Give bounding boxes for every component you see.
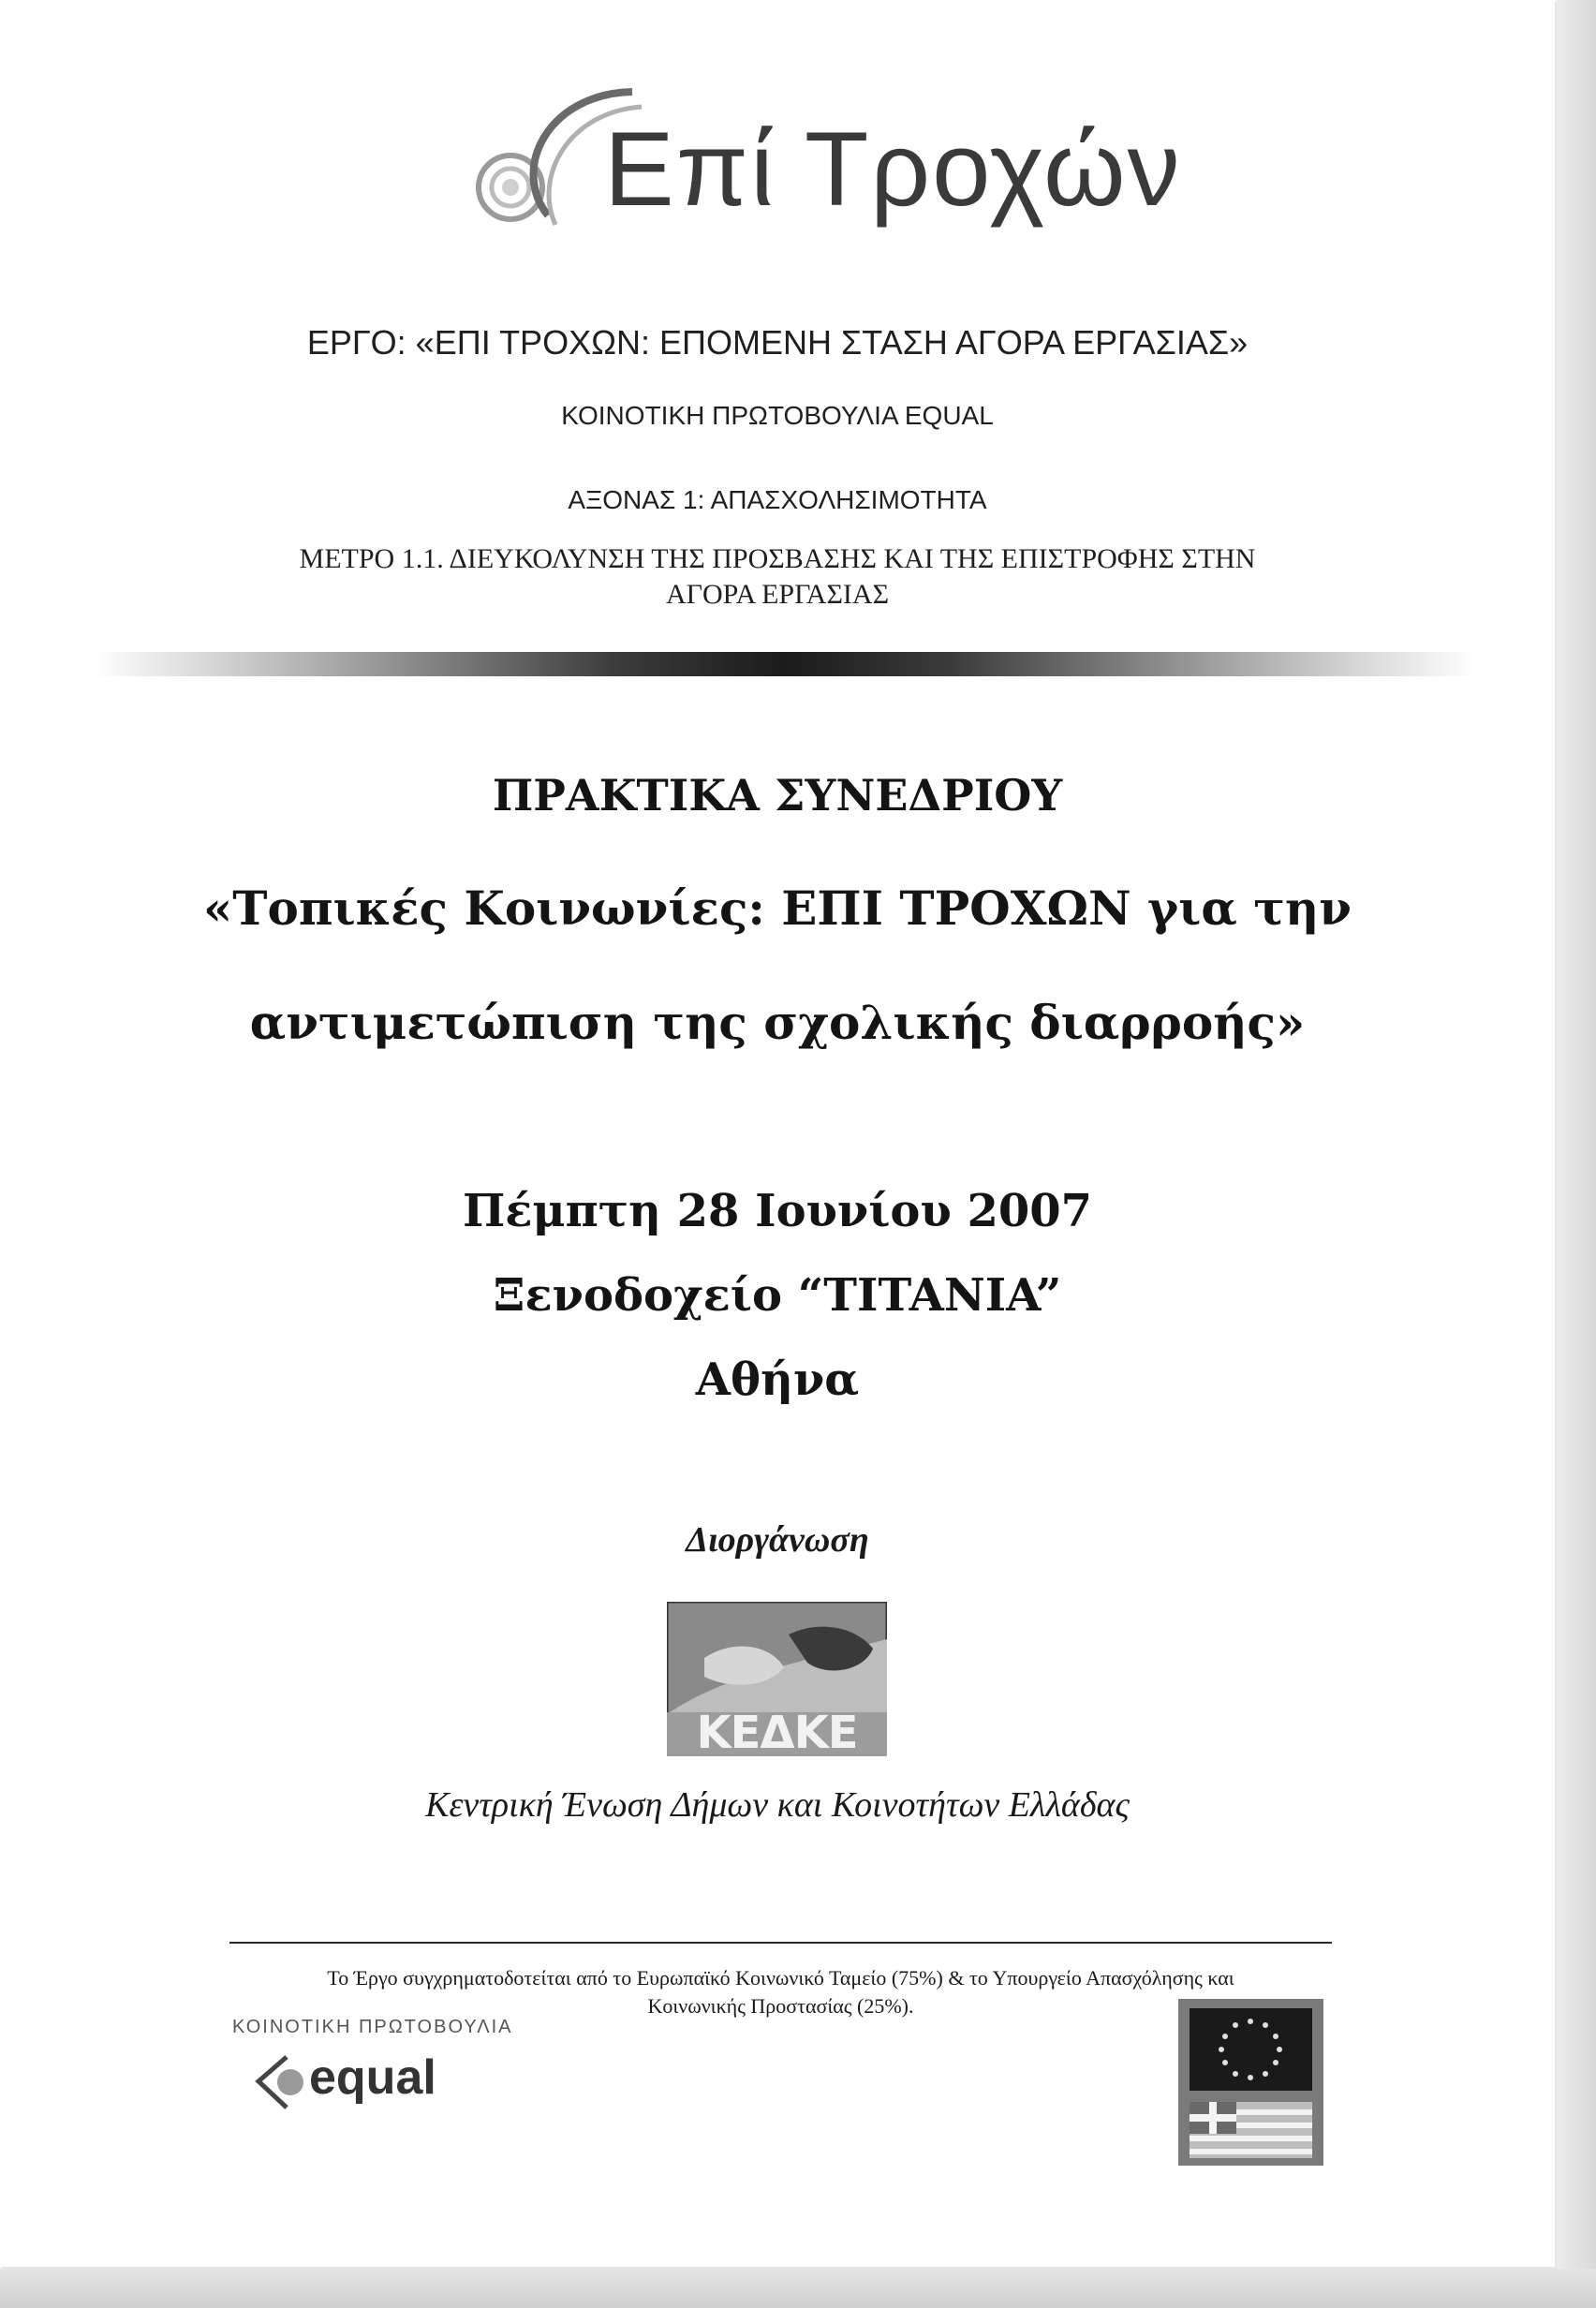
equal-caption: ΚΟΙΝΟΤΙΚΗ ΠΡΩΤΟΒΟΥΛΙΑ: [232, 2017, 513, 2037]
funding-note: [229, 1964, 1332, 2020]
epi-trochon-logo: [445, 75, 1194, 253]
conference-venue: Ξενοδοχείο “TITANIA”: [493, 1269, 1062, 1322]
organizer-name: Κεντρική Ένωση Δήμων και Κοινοτήτων Ελλάδας: [425, 1785, 1130, 1825]
footer-rule: [229, 1942, 1332, 1944]
scan-edge-right: [1557, 0, 1596, 2308]
gradient-divider: [94, 652, 1475, 676]
proceedings-heading: ΠΡΑΚΤΙΚΑ ΣΥΝΕΔΡΙΟΥ: [492, 770, 1063, 821]
conference-date: Πέμπτη 28 Ιουνίου 2007: [462, 1185, 1093, 1237]
initiative-line: ΚΟΙΝΟΤΙΚΗ ΠΡΩΤΟΒΟΥΛΙΑ EQUAL: [561, 401, 994, 430]
axis-line: ΑΞΟΝΑΣ 1: ΑΠΑΣΧΟΛΗΣΙΜΟΤΗΤΑ: [568, 485, 987, 514]
equal-swoosh-icon: [251, 2053, 307, 2111]
conference-title-line-2: αντιμετώπιση της σχολικής διαρροής»: [249, 995, 1306, 1050]
eu-greek-flags: [1178, 1999, 1323, 2166]
organizer-label: Διοργάνωση: [686, 1520, 869, 1560]
kedke-logo-text: ΚΕΔΚΕ: [696, 1707, 858, 1759]
conference-city: Αθήνα: [695, 1354, 860, 1406]
project-title: ΕΡΓΟ: «ΕΠΙ ΤΡΟΧΩΝ: ΕΠΟΜΕΝΗ ΣΤΑΣΗ ΑΓΟΡΑ ΕΡΓΑΣΙΑΣ»: [306, 323, 1249, 362]
scan-edge-bottom: [0, 2269, 1596, 2308]
funding-line-2: Κοινωνικής Προστασίας (25%).: [647, 1994, 914, 2018]
equal-logo-text: equal: [309, 2050, 436, 2105]
kedke-logo: [667, 1602, 887, 1759]
measure-line-2: ΑΓΟΡΑ ΕΡΓΑΣΙΑΣ: [665, 579, 890, 610]
measure-line-1: ΜΕΤΡΟ 1.1. ΔΙΕΥΚΟΛΥΝΣΗ ΤΗΣ ΠΡΟΣΒΑΣΗΣ ΚΑΙ ΤΗΣ ΕΠΙΣΤΡΟΦΗΣ ΣΤΗΝ: [299, 543, 1256, 574]
funding-line-1: Το Έργο συγχρηματοδοτείται από το Ευρωπαϊκό Κοινωνικό Ταμείο (75%) & το Υπουργείο Απασχόλησης και: [327, 1966, 1234, 1990]
eu-flag-icon: [1178, 1999, 1323, 2166]
logo-title: Επί Τροχών: [604, 111, 1182, 228]
conference-title-line-1: «Τοπικές Κοινωνίες: ΕΠΙ ΤΡΟΧΩΝ για την: [203, 880, 1352, 936]
